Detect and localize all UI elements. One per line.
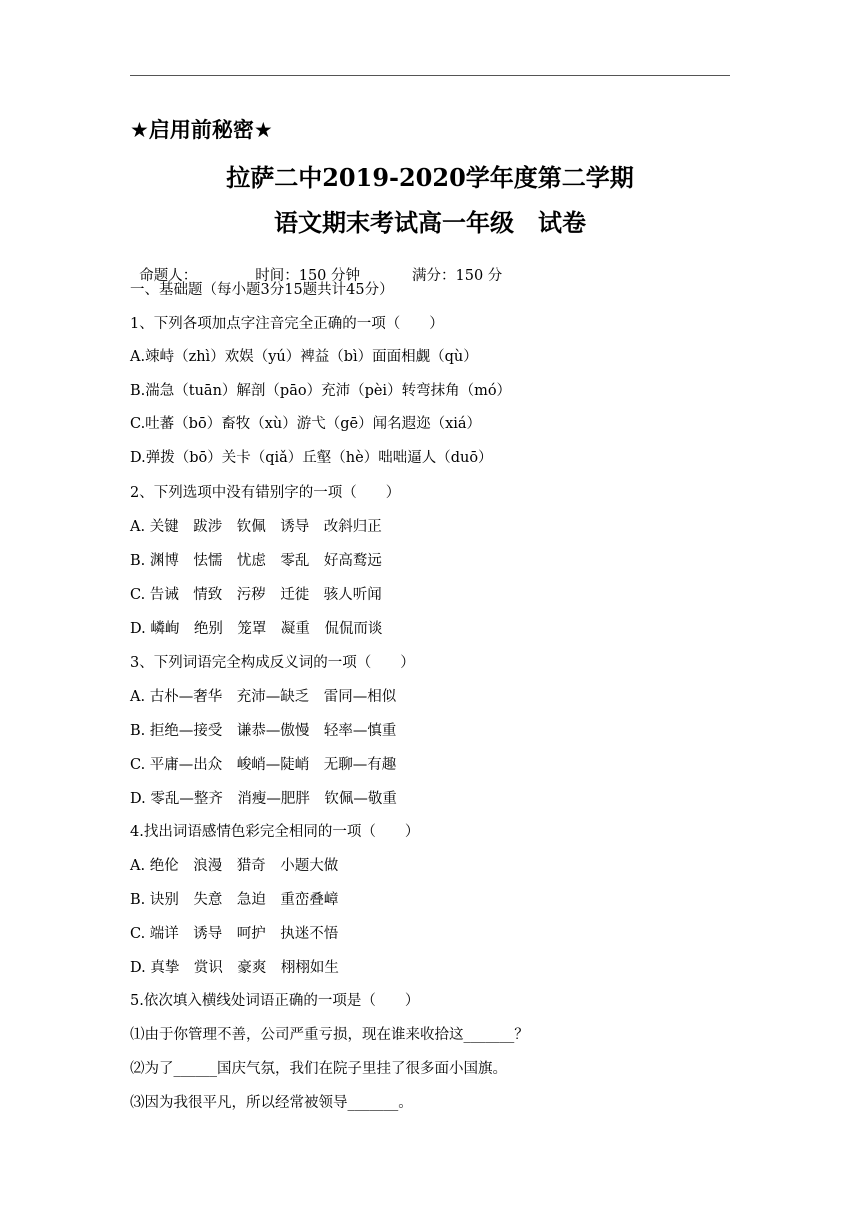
- option-line: B. 拒绝—接受 谦恭—傲慢 轻率—慎重: [130, 723, 397, 739]
- question-stem: 1、下列各项加点字注音完全正确的一项（ ）: [130, 316, 444, 332]
- exam-title-line2: 语文期末考试高一年级 试卷: [274, 208, 586, 237]
- option-line: ⑵为了______国庆气氛，我们在院子里挂了很多面小国旗。: [130, 1061, 507, 1077]
- score-info: 满分：150 分: [412, 268, 503, 284]
- header-rule: [130, 75, 730, 76]
- time-info: 时间：150 分钟: [255, 268, 361, 284]
- author-label: 命题人：: [139, 268, 198, 284]
- option-line: ⑴由于你管理不善，公司严重亏损，现在谁来收拾这_______？: [130, 1027, 529, 1043]
- option-line: D.弹拨（bō）关卡（qiǎ）丘壑（hè）咄咄逼人（duō）: [130, 450, 493, 466]
- question-stem: 4.找出词语感情色彩完全相同的一项（ ）: [130, 824, 420, 840]
- option-line: C.吐蕃（bō）畜牧（xù）游弋（gē）闻名遐迩（xiá）: [130, 416, 482, 432]
- question-stem: 2、下列选项中没有错别字的一项（ ）: [130, 485, 401, 501]
- option-line: C. 端详 诱导 呵护 执迷不悟: [130, 926, 339, 942]
- option-line: A. 绝伦 浪漫 猎奇 小题大做: [130, 858, 339, 874]
- option-line: C. 平庸—出众 峻峭—陡峭 无聊—有趣: [130, 757, 397, 773]
- option-line: A. 关键 跋涉 钦佩 诱导 改斜归正: [130, 519, 382, 535]
- option-line: D. 嶙峋 绝别 笼罩 凝重 侃侃而谈: [130, 621, 383, 637]
- option-line: A. 古朴—奢华 充沛—缺乏 雷同—相似: [130, 689, 397, 705]
- section-heading: 一、基础题（每小题3分15题共计45分）: [130, 282, 394, 298]
- option-line: B.湍急（tuān）解剖（pāo）充沛（pèi）转弯抹角（mó）: [130, 383, 512, 399]
- option-line: A.竦峙（zhì）欢娱（yú）裨益（bì）面面相觑（qù）: [130, 349, 478, 365]
- confidential-mark: ★启用前秘密★: [130, 118, 273, 142]
- option-line: C. 告诫 情致 污秽 迁徙 骇人听闻: [130, 587, 382, 603]
- question-stem: 5.依次填入横线处词语正确的一项是（ ）: [130, 993, 420, 1009]
- option-line: D. 真挚 赏识 豪爽 栩栩如生: [130, 960, 339, 976]
- option-line: D. 零乱—整齐 消瘦—肥胖 钦佩—敬重: [130, 791, 397, 807]
- option-line: B. 诀别 失意 急迫 重峦叠嶂: [130, 892, 339, 908]
- exam-title-line1: 拉萨二中2019-2020学年度第二学期: [226, 163, 634, 192]
- question-stem: 3、下列词语完全构成反义词的一项（ ）: [130, 655, 415, 671]
- option-line: ⑶因为我很平凡，所以经常被领导_______。: [130, 1095, 413, 1111]
- option-line: B. 渊博 怯懦 忧虑 零乱 好高鹜远: [130, 553, 382, 569]
